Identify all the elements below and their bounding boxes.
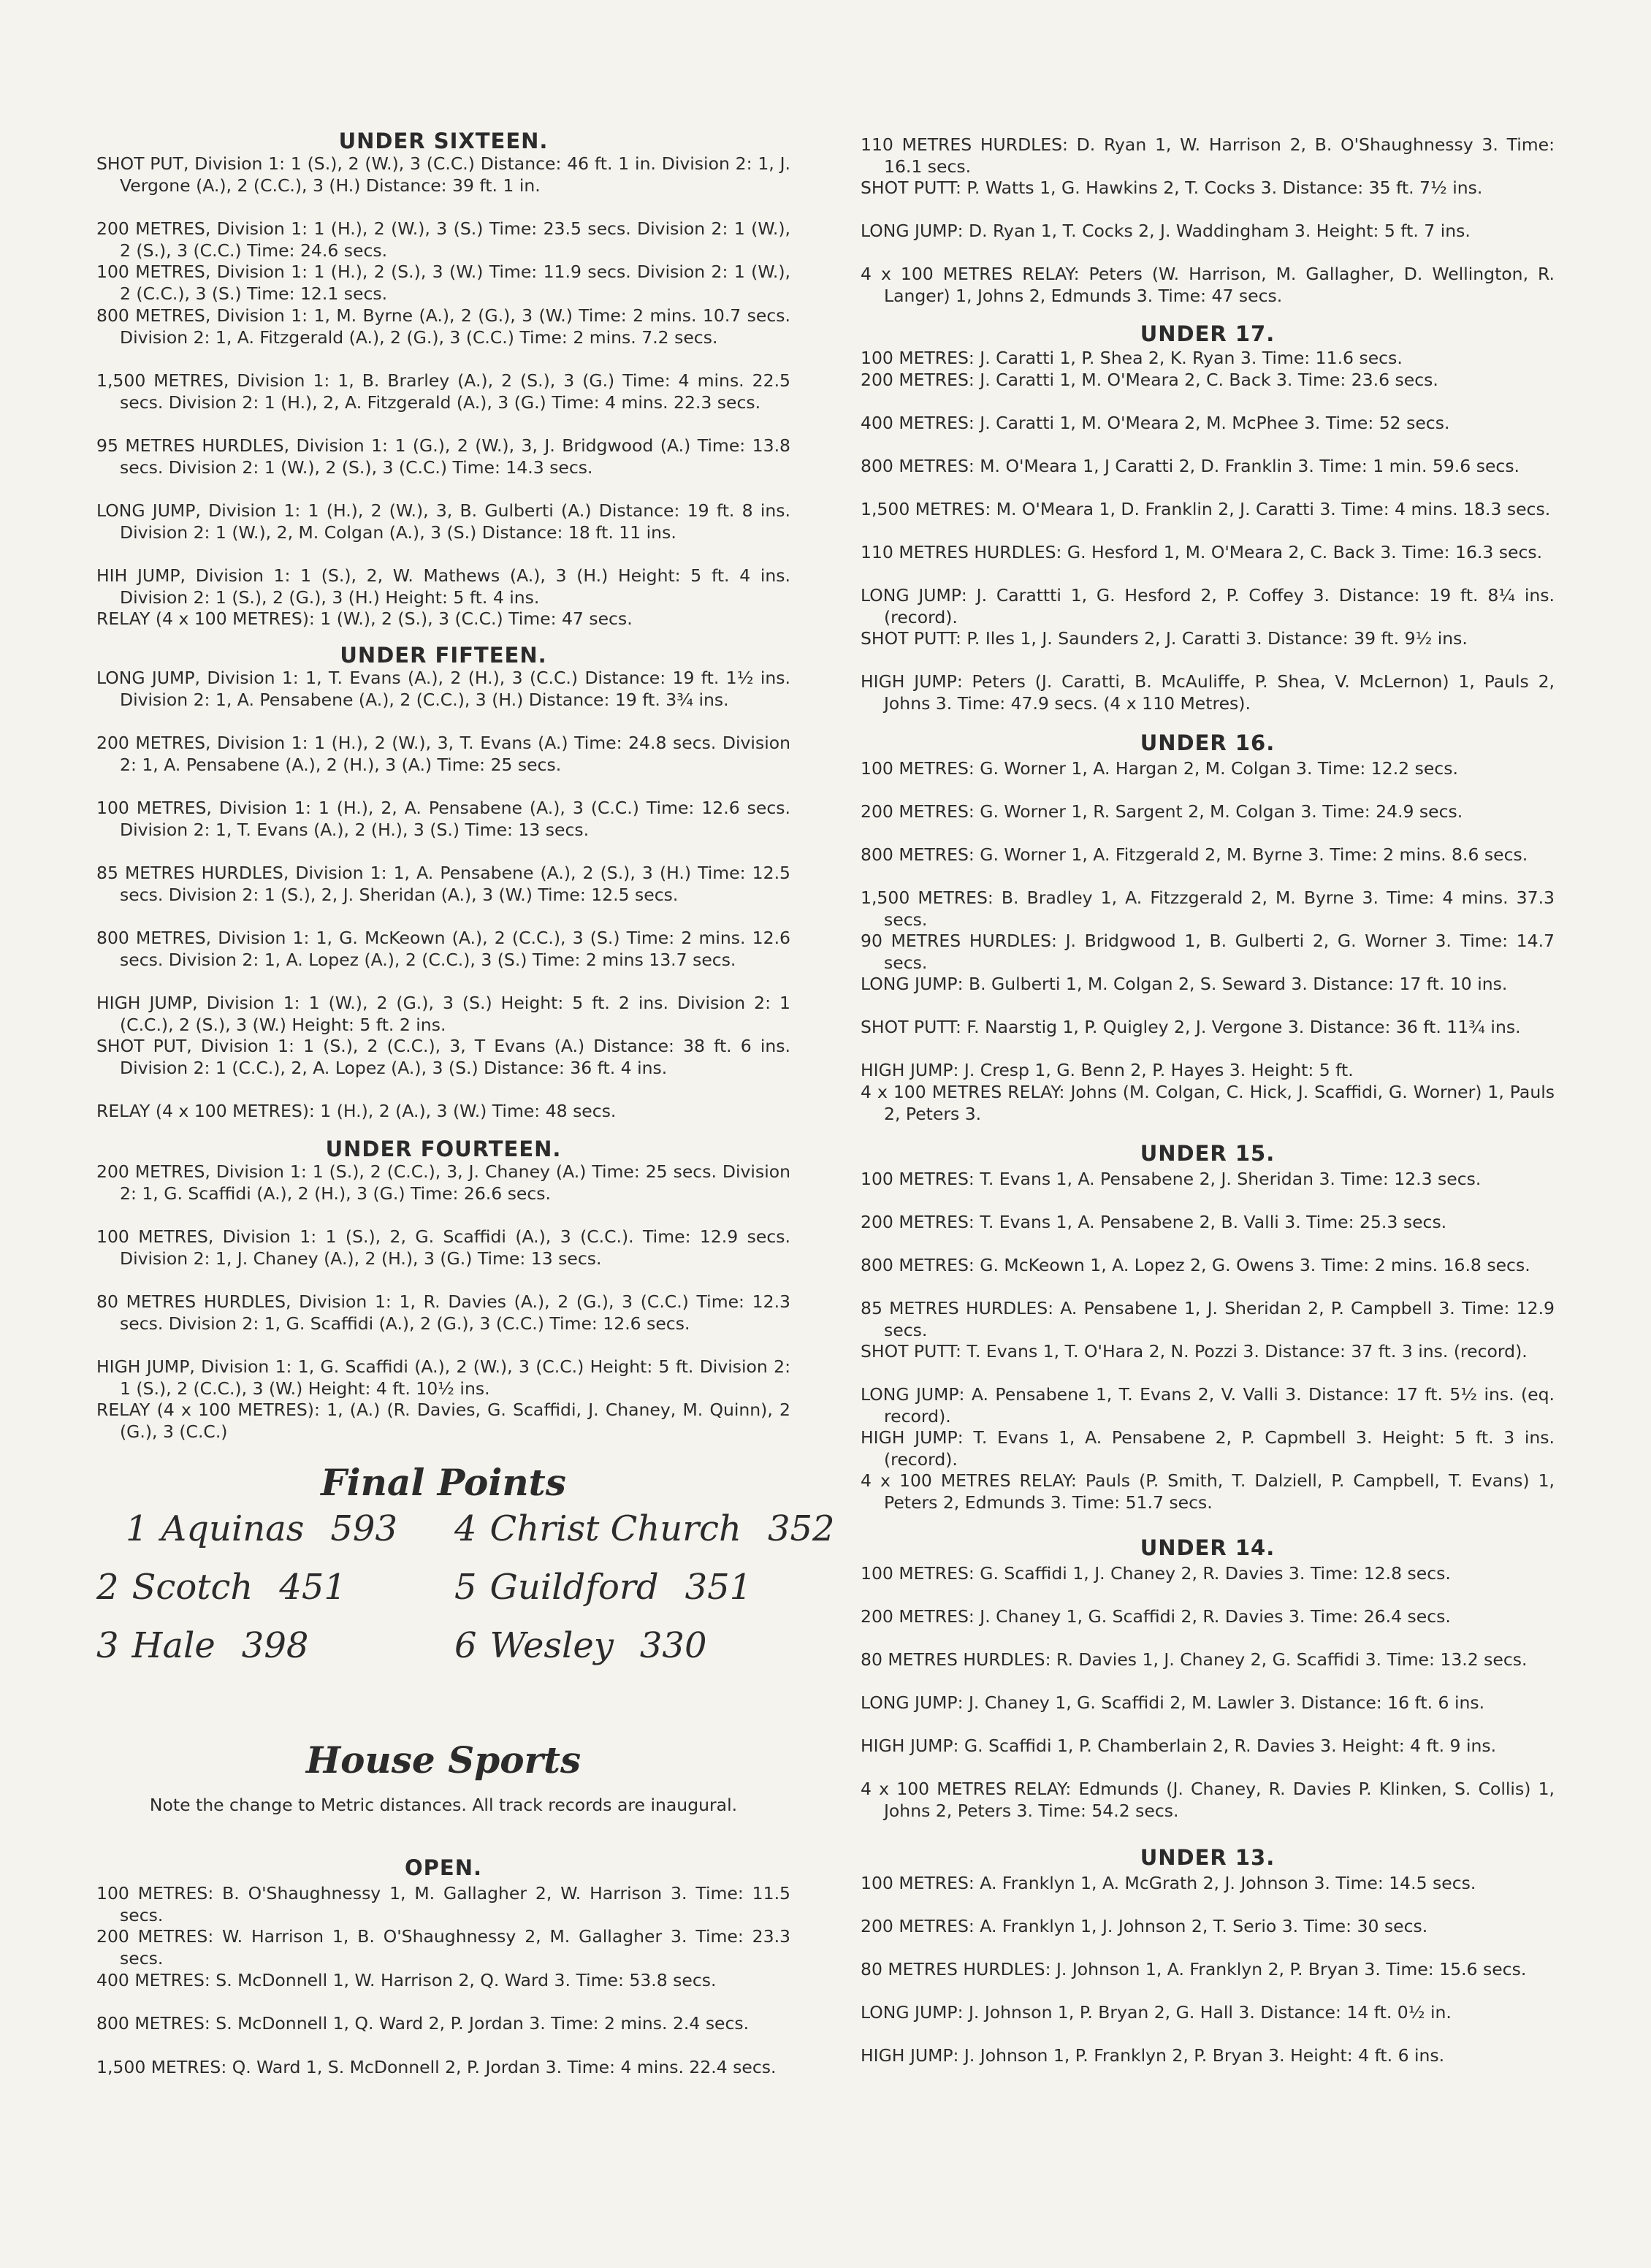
final-points-rank: 1 [126, 1508, 148, 1549]
heading-open: OPEN. [404, 1855, 482, 1880]
result-entry: LONG JUMP, Division 1: 1, T. Evans (A.), 2 (H.), 3 (C.C.) Distance: 19 ft. 1½ ins. Division 2: 1, A. Pensabene (A.), 2 (C.C.), 3 (H.) Distance: 19 ft. 3¾ ins. [96, 668, 790, 710]
result-entry: 800 METRES: G. McKeown 1, A. Lopez 2, G. Owens 3. Time: 2 mins. 16.8 secs. [861, 1255, 1530, 1275]
heading-under-16: UNDER 16. [1140, 730, 1276, 755]
result-entry: LONG JUMP: J. Chaney 1, G. Scaffidi 2, M. Lawler 3. Distance: 16 ft. 6 ins. [861, 1692, 1485, 1713]
heading-under-fifteen: UNDER FIFTEEN. [340, 643, 547, 668]
result-entry: LONG JUMP: A. Pensabene 1, T. Evans 2, V. Valli 3. Distance: 17 ft. 5½ ins. (eq. record). [861, 1384, 1555, 1427]
house-sports-note: Note the change to Metric distances. All track records are inaugural. [149, 1795, 738, 1815]
result-entry: 100 METRES, Division 1: 1 (H.), 2 (S.), 3 (W.) Time: 11.9 secs. Division 2: 1 (W.), 2 (C.C.), 3 (S.) Time: 12.1 secs. [96, 261, 790, 304]
result-entry: 800 METRES: G. Worner 1, A. Fitzgerald 2, M. Byrne 3. Time: 2 mins. 8.6 secs. [861, 844, 1528, 865]
result-entry: HIGH JUMP: G. Scaffidi 1, P. Chamberlain 2, R. Davies 3. Height: 4 ft. 9 ins. [861, 1736, 1497, 1756]
result-entry: LONG JUMP: B. Gulberti 1, M. Colgan 2, S. Seward 3. Distance: 17 ft. 10 ins. [861, 974, 1508, 994]
result-entry: 80 METRES HURDLES, Division 1: 1, R. Davies (A.), 2 (G.), 3 (C.C.) Time: 12.3 secs. Division 2: 1, G. Scaffidi (A.), 2 (G.), 3 (C.C.) Time: 12.6 secs. [96, 1291, 790, 1334]
result-entry: 400 METRES: S. McDonnell 1, W. Harrison 2, Q. Ward 3. Time: 53.8 secs. [96, 1970, 717, 1990]
final-points-score: 351 [685, 1567, 752, 1608]
result-entry: 200 METRES, Division 1: 1 (H.), 2 (W.), 3, T. Evans (A.) Time: 24.8 secs. Division 2: 1, A. Pensabene (A.), 2 (H.), 3 (A.) Time: 25 secs. [96, 733, 790, 775]
result-entry: 1,500 METRES: M. O'Meara 1, D. Franklin 2, J. Caratti 3. Time: 4 mins. 18.3 secs. [861, 499, 1551, 519]
final-points-name: Aquinas [161, 1508, 305, 1549]
heading-under-17: UNDER 17. [1140, 321, 1276, 346]
final-points-title: Final Points [321, 1461, 566, 1504]
result-entry: 80 METRES HURDLES: J. Johnson 1, A. Franklyn 2, P. Bryan 3. Time: 15.6 secs. [861, 1959, 1527, 1979]
house-sports-title: House Sports [305, 1738, 582, 1782]
result-entry: LONG JUMP: J. Carattti 1, G. Hesford 2, P. Coffey 3. Distance: 19 ft. 8¼ ins. (record). [861, 585, 1555, 627]
heading-under-14: UNDER 14. [1140, 1535, 1276, 1560]
final-points-row [454, 1508, 835, 1549]
final-points-row [96, 1567, 346, 1608]
result-entry: SHOT PUT, Division 1: 1 (S.), 2 (C.C.), 3, T Evans (A.) Distance: 38 ft. 6 ins. Division 2: 1 (C.C.), 2, A. Lopez (A.), 3 (S.) Distance: 36 ft. 4 ins. [96, 1036, 790, 1078]
heading-under-15: UNDER 15. [1140, 1141, 1276, 1166]
result-entry: 1,500 METRES, Division 1: 1, B. Brarley (A.), 2 (S.), 3 (G.) Time: 4 mins. 22.5 secs. Division 2: 1 (H.), 2, A. Fitzgerald (A.), 3 (G.) Time: 4 mins. 22.3 secs. [96, 370, 790, 413]
result-entry: 200 METRES: G. Worner 1, R. Sargent 2, M. Colgan 3. Time: 24.9 secs. [861, 801, 1463, 822]
final-points-name: Scotch [131, 1567, 253, 1608]
result-entry: 95 METRES HURDLES, Division 1: 1 (G.), 2 (W.), 3, J. Bridgwood (A.) Time: 13.8 secs. Division 2: 1 (W.), 2 (S.), 3 (C.C.) Time: 14.3 secs. [96, 435, 790, 478]
result-entry: 110 METRES HURDLES: G. Hesford 1, M. O'Meara 2, C. Back 3. Time: 16.3 secs. [861, 542, 1543, 562]
final-points-row [126, 1508, 397, 1549]
final-points-rank: 2 [96, 1567, 119, 1608]
heading-under-fourteen: UNDER FOURTEEN. [325, 1137, 562, 1161]
result-entry: 100 METRES, Division 1: 1 (S.), 2, G. Scaffidi (A.), 3 (C.C.). Time: 12.9 secs. Division 2: 1, J. Chaney (A.), 2 (H.), 3 (G.) Time: 13 secs. [96, 1226, 790, 1269]
result-entry: HIH JUMP, Division 1: 1 (S.), 2, W. Mathews (A.), 3 (H.) Height: 5 ft. 4 ins. Division 2: 1 (S.), 2 (G.), 3 (H.) Height: 5 ft. 4 ins. [96, 565, 790, 608]
result-entry: LONG JUMP: J. Johnson 1, P. Bryan 2, G. Hall 3. Distance: 14 ft. 0½ in. [861, 2002, 1452, 2023]
result-entry: 200 METRES: A. Franklyn 1, J. Johnson 2, T. Serio 3. Time: 30 secs. [861, 1916, 1428, 1936]
final-points-rank: 5 [454, 1567, 477, 1608]
heading-under-13: UNDER 13. [1140, 1845, 1276, 1870]
result-entry: 200 METRES: T. Evans 1, A. Pensabene 2, B. Valli 3. Time: 25.3 secs. [861, 1212, 1447, 1232]
final-points-score: 593 [330, 1508, 397, 1549]
result-entry: 1,500 METRES: Q. Ward 1, S. McDonnell 2, P. Jordan 3. Time: 4 mins. 22.4 secs. [96, 2057, 777, 2077]
result-entry: 200 METRES, Division 1: 1 (H.), 2 (W.), 3 (S.) Time: 23.5 secs. Division 2: 1 (W.), 2 (S.), 3 (C.C.) Time: 24.6 secs. [96, 218, 790, 261]
result-entry: 110 METRES HURDLES: D. Ryan 1, W. Harrison 2, B. O'Shaughnessy 3. Time: 16.1 secs. [861, 134, 1555, 177]
final-points-score: 398 [241, 1625, 309, 1666]
result-entry: 400 METRES: J. Caratti 1, M. O'Meara 2, M. McPhee 3. Time: 52 secs. [861, 413, 1450, 433]
final-points-rank: 6 [454, 1625, 477, 1666]
result-entry: 200 METRES: J. Caratti 1, M. O'Meara 2, C. Back 3. Time: 23.6 secs. [861, 370, 1438, 390]
final-points-name: Wesley [489, 1625, 614, 1666]
result-entry: 100 METRES: A. Franklyn 1, A. McGrath 2, J. Johnson 3. Time: 14.5 secs. [861, 1873, 1476, 1893]
final-points-row [454, 1625, 707, 1666]
result-entry: SHOT PUT, Division 1: 1 (S.), 2 (W.), 3 (C.C.) Distance: 46 ft. 1 in. Division 2: 1, J. Vergone (A.), 2 (C.C.), 3 (H.) Distance: 39 ft. 1 in. [96, 153, 790, 196]
final-points-score: 451 [279, 1567, 346, 1608]
result-entry: RELAY (4 x 100 METRES): 1 (W.), 2 (S.), 3 (C.C.) Time: 47 secs. [96, 608, 633, 629]
result-entry: 100 METRES, Division 1: 1 (H.), 2, A. Pensabene (A.), 3 (C.C.) Time: 12.6 secs. Division 2: 1, T. Evans (A.), 2 (H.), 3 (S.) Time: 13 secs. [96, 798, 790, 840]
result-entry: RELAY (4 x 100 METRES): 1, (A.) (R. Davies, G. Scaffidi, J. Chaney, M. Quinn), 2 (G.), 3 (C.C.) [96, 1400, 790, 1442]
heading-under-sixteen: UNDER SIXTEEN. [338, 129, 549, 153]
final-points-rank: 4 [454, 1508, 477, 1549]
result-entry: SHOT PUTT: F. Naarstig 1, P. Quigley 2, J. Vergone 3. Distance: 36 ft. 11¾ ins. [861, 1017, 1521, 1037]
result-entry: HIGH JUMP: Peters (J. Caratti, B. McAuliffe, P. Shea, V. McLernon) 1, Pauls 2, Johns 3. Time: 47.9 secs. (4 x 110 Metres). [861, 671, 1555, 714]
result-entry: 90 METRES HURDLES: J. Bridgwood 1, B. Gulberti 2, G. Worner 3. Time: 14.7 secs. [861, 931, 1555, 973]
result-entry: 800 METRES: M. O'Meara 1, J Caratti 2, D. Franklin 3. Time: 1 min. 59.6 secs. [861, 456, 1520, 476]
result-entry: 4 x 100 METRES RELAY: Peters (W. Harrison, M. Gallagher, D. Wellington, R. Langer) 1, Johns 2, Edmunds 3. Time: 47 secs. [861, 264, 1555, 306]
result-entry: 85 METRES HURDLES: A. Pensabene 1, J. Sheridan 2, P. Campbell 3. Time: 12.9 secs. [861, 1298, 1555, 1340]
result-entry: HIGH JUMP: J. Cresp 1, G. Benn 2, P. Hayes 3. Height: 5 ft. [861, 1060, 1354, 1080]
result-entry: 800 METRES, Division 1: 1, M. Byrne (A.), 2 (G.), 3 (W.) Time: 2 mins. 10.7 secs. Division 2: 1, A. Fitzgerald (A.), 2 (G.), 3 (C.C.) Time: 2 mins. 7.2 secs. [96, 305, 790, 348]
result-entry: 100 METRES: B. O'Shaughnessy 1, M. Gallagher 2, W. Harrison 3. Time: 11.5 secs. [96, 1883, 790, 1925]
result-entry: 4 x 100 METRES RELAY: Johns (M. Colgan, C. Hick, J. Scaffidi, G. Worner) 1, Pauls 2, Peters 3. [861, 1082, 1555, 1124]
final-points-score: 352 [767, 1508, 835, 1549]
result-entry: HIGH JUMP, Division 1: 1, G. Scaffidi (A.), 2 (W.), 3 (C.C.) Height: 5 ft. Division 2: 1 (S.), 2 (C.C.), 3 (W.) Height: 4 ft. 10½ ins. [96, 1356, 790, 1399]
result-entry: 100 METRES: T. Evans 1, A. Pensabene 2, J. Sheridan 3. Time: 12.3 secs. [861, 1169, 1482, 1189]
result-entry: 4 x 100 METRES RELAY: Edmunds (J. Chaney, R. Davies P. Klinken, S. Collis) 1, Johns 2, Peters 3. Time: 54.2 secs. [861, 1779, 1555, 1821]
result-entry: 4 x 100 METRES RELAY: Pauls (P. Smith, T. Dalziell, P. Campbell, T. Evans) 1, Peters 2, Edmunds 3. Time: 51.7 secs. [861, 1470, 1555, 1513]
result-entry: 1,500 METRES: B. Bradley 1, A. Fitzzgerald 2, M. Byrne 3. Time: 4 mins. 37.3 secs. [861, 887, 1555, 930]
result-entry: LONG JUMP, Division 1: 1 (H.), 2 (W.), 3, B. Gulberti (A.) Distance: 19 ft. 8 ins. Division 2: 1 (W.), 2, M. Colgan (A.), 3 (S.) Distance: 18 ft. 11 ins. [96, 500, 790, 543]
result-entry: 85 METRES HURDLES, Division 1: 1, A. Pensabene (A.), 2 (S.), 3 (H.) Time: 12.5 secs. Division 2: 1 (S.), 2, J. Sheridan (A.), 3 (W.) Time: 12.5 secs. [96, 863, 790, 905]
result-entry: 200 METRES: J. Chaney 1, G. Scaffidi 2, R. Davies 3. Time: 26.4 secs. [861, 1606, 1451, 1627]
result-entry: 200 METRES: W. Harrison 1, B. O'Shaughnessy 2, M. Gallagher 3. Time: 23.3 secs. [96, 1926, 790, 1969]
result-entry: RELAY (4 x 100 METRES): 1 (H.), 2 (A.), 3 (W.) Time: 48 secs. [96, 1101, 617, 1121]
final-points-row [454, 1567, 752, 1608]
result-entry: SHOT PUTT: P. Iles 1, J. Saunders 2, J. Caratti 3. Distance: 39 ft. 9½ ins. [861, 628, 1468, 649]
final-points-rank: 3 [96, 1625, 119, 1666]
result-entry: 800 METRES: S. McDonnell 1, Q. Ward 2, P. Jordan 3. Time: 2 mins. 2.4 secs. [96, 2013, 750, 2034]
result-entry: LONG JUMP: D. Ryan 1, T. Cocks 2, J. Waddingham 3. Height: 5 ft. 7 ins. [861, 221, 1471, 241]
final-points-name: Hale [131, 1625, 216, 1666]
final-points-row [96, 1625, 308, 1666]
final-points-score: 330 [639, 1625, 707, 1666]
result-entry: HIGH JUMP: T. Evans 1, A. Pensabene 2, P. Capmbell 3. Height: 5 ft. 3 ins. (record). [861, 1427, 1555, 1470]
result-entry: HIGH JUMP, Division 1: 1 (W.), 2 (G.), 3 (S.) Height: 5 ft. 2 ins. Division 2: 1 (C.C.), 2 (S.), 3 (W.) Height: 5 ft. 2 ins. [96, 993, 790, 1035]
result-entry: SHOT PUTT: T. Evans 1, T. O'Hara 2, N. Pozzi 3. Distance: 37 ft. 3 ins. (record). [861, 1341, 1528, 1362]
result-entry: 100 METRES: G. Scaffidi 1, J. Chaney 2, R. Davies 3. Time: 12.8 secs. [861, 1563, 1451, 1584]
final-points-name: Christ Church [489, 1508, 741, 1549]
result-entry: 200 METRES, Division 1: 1 (S.), 2 (C.C.), 3, J. Chaney (A.) Time: 25 secs. Division 2: 1, G. Scaffidi (A.), 2 (H.), 3 (G.) Time: 26.6 secs. [96, 1161, 790, 1204]
result-entry: HIGH JUMP: J. Johnson 1, P. Franklyn 2, P. Bryan 3. Height: 4 ft. 6 ins. [861, 2045, 1445, 2066]
final-points-name: Guildford [489, 1567, 659, 1608]
result-entry: 100 METRES: G. Worner 1, A. Hargan 2, M. Colgan 3. Time: 12.2 secs. [861, 758, 1458, 779]
result-entry: 100 METRES: J. Caratti 1, P. Shea 2, K. Ryan 3. Time: 11.6 secs. [861, 348, 1403, 368]
result-entry: 80 METRES HURDLES: R. Davies 1, J. Chaney 2, G. Scaffidi 3. Time: 13.2 secs. [861, 1649, 1528, 1670]
result-entry: SHOT PUTT: P. Watts 1, G. Hawkins 2, T. Cocks 3. Distance: 35 ft. 7½ ins. [861, 177, 1483, 198]
result-entry: 800 METRES, Division 1: 1, G. McKeown (A.), 2 (C.C.), 3 (S.) Time: 2 mins. 12.6 secs. Division 2: 1, A. Lopez (A.), 2 (C.C.), 3 (S.) Time: 2 mins 13.7 secs. [96, 928, 790, 970]
